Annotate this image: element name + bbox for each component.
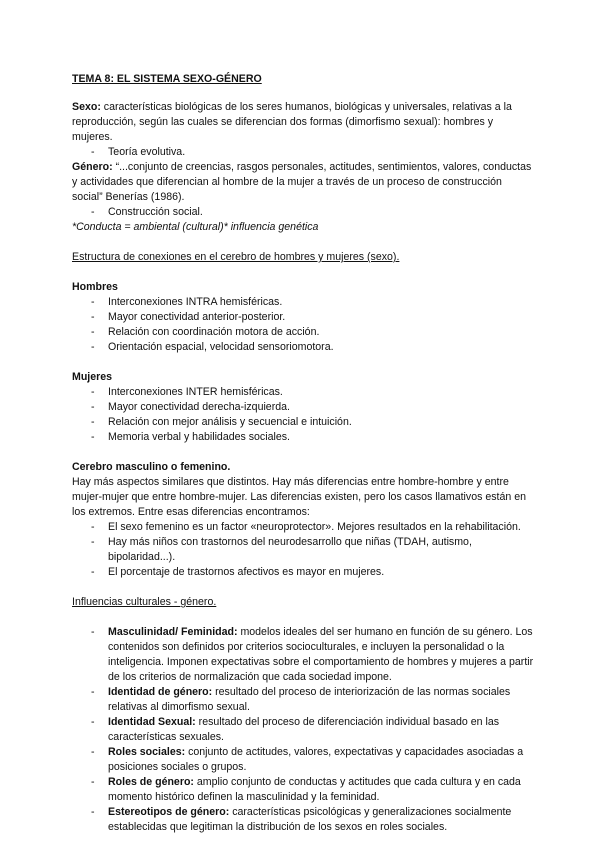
list-item: - El porcentaje de trastornos afectivos es mayor en mujeres.: [72, 565, 534, 580]
influencia-text: resultado del proceso de interiorización de las normas sociales relativas al dimorfismo sexual.: [108, 686, 511, 713]
cerebro-text: Hay más aspectos similares que distintos. Hay más diferencias entre hombre-hombre y entre mujer-mujer que entre hombre-mujer. Las diferencias existen, pero los casos llamativos están en los extremos. Entre esas diferencias encontramos:: [72, 476, 526, 518]
list-item: - Orientación espacial, velocidad sensoriomotora.: [72, 340, 534, 355]
estructura-heading: Estructura de conexiones en el cerebro de hombres y mujeres (sexo).: [72, 251, 400, 263]
influencia-text: características psicológicas y generalizaciones socialmente establecidas que legitiman la distribución de los sexos en roles sociales.: [108, 806, 512, 833]
hombres-heading: Hombres: [72, 281, 118, 293]
influencia-text: resultado del proceso de diferenciación individual basado en las características sexuales.: [108, 716, 500, 743]
list-item: [72, 625, 534, 685]
influencia-term: Masculinidad/ Feminidad:: [108, 626, 238, 638]
sexo-list: [72, 145, 534, 160]
list-item: - El sexo femenino es un factor «neuroprotector». Mejores resultados en la rehabilitación.: [72, 520, 534, 535]
list-item: - Relación con coordinación motora de acción.: [72, 325, 534, 340]
page-title: TEMA 8: EL SISTEMA SEXO-GÉNERO: [72, 73, 262, 85]
list-item: - Construcción social.: [72, 205, 534, 220]
influencia-term: Roles de género:: [108, 776, 194, 788]
cerebro-list: [72, 520, 534, 580]
list-item: [72, 745, 534, 775]
genero-list: [72, 205, 534, 220]
sexo-term: Sexo:: [72, 101, 101, 113]
list-item: - Hay más niños con trastornos del neurodesarrollo que niñas (TDAH, autismo, bipolaridad...).: [72, 535, 534, 565]
influencia-term: Estereotipos de género:: [108, 806, 230, 818]
mujeres-heading: Mujeres: [72, 371, 113, 383]
list-item: [72, 775, 534, 805]
genero-term: Género:: [72, 161, 113, 173]
influencia-term: Identidad de género:: [108, 686, 213, 698]
influencia-text: modelos ideales del ser humano en función de su género. Los contenidos son definidos por criterios socioculturales, e incluyen la personalidad o la inteligencia. Imponen expectativas sobre el comportamiento de hombres y mujeres a partir de los criterios de normalización que cada sociedad impone.: [108, 626, 534, 683]
document-page: [72, 72, 534, 835]
influencia-term: Identidad Sexual:: [108, 716, 196, 728]
sexo-text: características biológicas de los seres humanos, biológicas y universales, relativas a la reproducción, según las cuales se diferencian dos formas (dimorfismo sexual): hombres y mujeres.: [72, 101, 512, 143]
sexo-definition: [72, 100, 534, 145]
conducta-note: *Conducta = ambiental (cultural)* influencia genética: [72, 221, 319, 233]
list-item: - Mayor conectividad derecha-izquierda.: [72, 400, 534, 415]
list-item: - Teoría evolutiva.: [72, 145, 534, 160]
genero-definition: [72, 160, 534, 205]
list-item: [72, 685, 534, 715]
genero-text: “...conjunto de creencias, rasgos personales, actitudes, sentimientos, valores, conductas y actividades que diferencian al hombre de la mujer a través de un proceso de construcción social” Benerías (1986).: [72, 161, 532, 203]
list-item: - Memoria verbal y habilidades sociales.: [72, 430, 534, 445]
cerebro-heading: Cerebro masculino o femenino.: [72, 461, 231, 473]
influencia-text: amplio conjunto de conductas y actitudes que cada cultura y en cada momento histórico definen la masculinidad y la feminidad.: [108, 776, 521, 803]
hombres-list: [72, 295, 534, 355]
influencia-text: conjunto de actitudes, valores, expectativas y capacidades asociadas a posiciones sociales o grupos.: [108, 746, 524, 773]
list-item: - Relación con mejor análisis y secuencial e intuición.: [72, 415, 534, 430]
influencias-heading: Influencias culturales - género.: [72, 596, 217, 608]
list-item: [72, 715, 534, 745]
list-item: [72, 805, 534, 835]
list-item: - Mayor conectividad anterior-posterior.: [72, 310, 534, 325]
list-item: - Interconexiones INTER hemisféricas.: [72, 385, 534, 400]
influencias-list: [72, 625, 534, 835]
mujeres-list: [72, 385, 534, 445]
influencia-term: Roles sociales:: [108, 746, 186, 758]
list-item: - Interconexiones INTRA hemisféricas.: [72, 295, 534, 310]
